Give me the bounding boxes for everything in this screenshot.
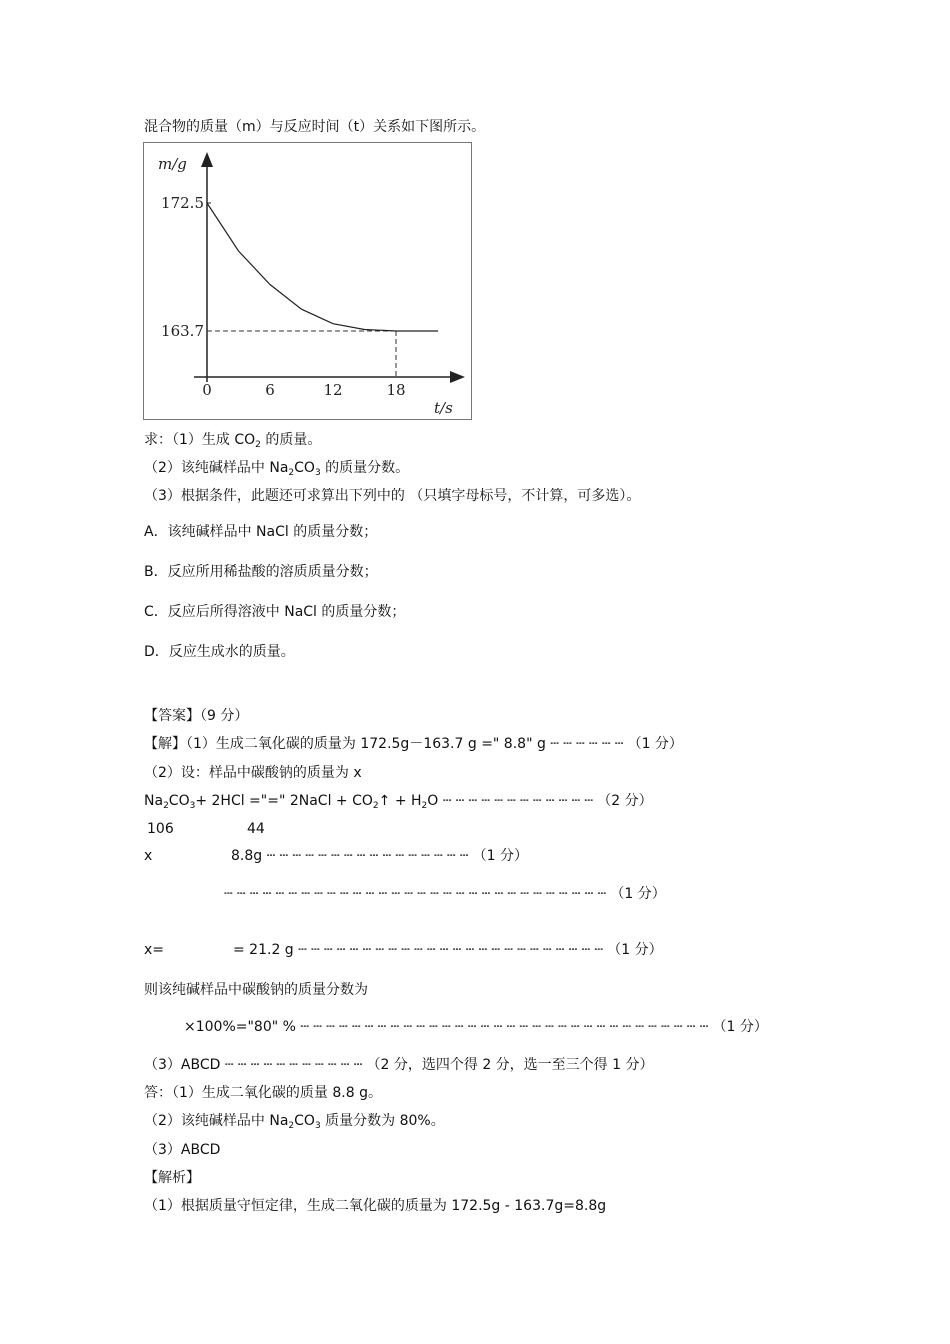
percent-line: ×100%="80" % ┄ ┄ ┄ ┄ ┄ ┄ ┄ ┄ ┄ ┄ ┄ ┄ ┄ ┄ ┄ ┄ ┄ ┄ ┄ ┄ ┄ ┄ ┄ ┄ ┄ ┄ ┄ ┄ ┄ ┄ ┄ ┄ （1 分）	[184, 1019, 768, 1035]
x-tick-label: 0	[202, 381, 212, 399]
unknown-x: x	[144, 848, 153, 864]
mass-curve	[207, 203, 438, 331]
final-answer-3: （3）ABCD	[144, 1142, 221, 1158]
mass-time-chart	[143, 142, 472, 420]
solution-line-1: 【解】（1）生成二氧化碳的质量为 172.5g－163.7 g =" 8.8" g ┄ ┄ ┄ ┄ ┄ ┄ （1 分）	[144, 736, 683, 752]
solution-line-3: （3）ABCD ┄ ┄ ┄ ┄ ┄ ┄ ┄ ┄ ┄ ┄ ┄ （2 分，选四个得 2 分，选一至三个得 1 分）	[144, 1057, 654, 1073]
analysis-line-1: （1）根据质量守恒定律，生成二氧化碳的质量为 172.5g - 163.7g=8.8g	[144, 1198, 607, 1214]
option-c: C．反应后所得溶液中 NaCl 的质量分数；	[144, 604, 406, 620]
question-3: （3）根据条件，此题还可求算出下列中的 （只填字母标号，不计算，可多选）。	[144, 488, 641, 504]
x-tick-label: 6	[265, 381, 275, 399]
option-a: A．该纯碱样品中 NaCl 的质量分数；	[144, 524, 378, 540]
final-answer-1: 答：（1）生成二氧化碳的质量 8.8 g。	[144, 1085, 382, 1101]
co2-mass-line: 8.8g ┄ ┄ ┄ ┄ ┄ ┄ ┄ ┄ ┄ ┄ ┄ ┄ ┄ ┄ ┄ ┄ （1 分）	[231, 848, 529, 864]
question-ask: 求：（1）生成 $CO_2$ 的质量。	[144, 432, 322, 450]
intro-text: 混合物的质量（m）与反应时间（t）关系如下图所示。	[144, 119, 486, 135]
y-axis-label: m/g	[158, 155, 187, 173]
molar-mass-44: 44	[247, 821, 265, 837]
fraction-text: 则该纯碱样品中碳酸钠的质量分数为	[144, 982, 368, 998]
y-tick-label: 163.7	[161, 322, 204, 340]
analysis-header: 【解析】	[144, 1170, 200, 1186]
chart-canvas	[144, 143, 473, 421]
x-result-line: = 21.2 g ┄ ┄ ┄ ┄ ┄ ┄ ┄ ┄ ┄ ┄ ┄ ┄ ┄ ┄ ┄ ┄ ┄ ┄ ┄ ┄ ┄ ┄ ┄ ┄ （1 分）	[233, 942, 663, 958]
option-d: D．反应生成水的质量。	[144, 644, 295, 660]
final-answer-2: （2）该纯碱样品中 $Na_2CO_3$ 质量分数为 80%。	[144, 1113, 445, 1131]
x-tick-label: 12	[323, 381, 343, 399]
solution-line-2: （2）设：样品中碳酸钠的质量为 x	[144, 765, 362, 781]
x-equals: x=	[144, 942, 165, 958]
x-tick-label: 18	[386, 381, 406, 399]
chemical-equation: $Na_2CO_3+ 2HCl$ ="=" 2NaCl + $CO_2↑ + H_2O$ ┄ ┄ ┄ ┄ ┄ ┄ ┄ ┄ ┄ ┄ ┄ ┄ （2 分）	[144, 793, 653, 811]
y-tick-label: 172.5	[161, 194, 204, 212]
answer-header: 【答案】（9 分）	[144, 708, 249, 724]
molar-mass-106: 106	[147, 821, 174, 837]
ratio-line: ┄ ┄ ┄ ┄ ┄ ┄ ┄ ┄ ┄ ┄ ┄ ┄ ┄ ┄ ┄ ┄ ┄ ┄ ┄ ┄ ┄ ┄ ┄ ┄ ┄ ┄ ┄ ┄ ┄ ┄ （1 分）	[224, 886, 666, 902]
x-axis-label: t/s	[434, 399, 453, 417]
option-b: B．反应所用稀盐酸的溶质质量分数；	[144, 564, 378, 580]
question-2: （2）该纯碱样品中 $Na_2CO_3$ 的质量分数。	[144, 460, 410, 478]
